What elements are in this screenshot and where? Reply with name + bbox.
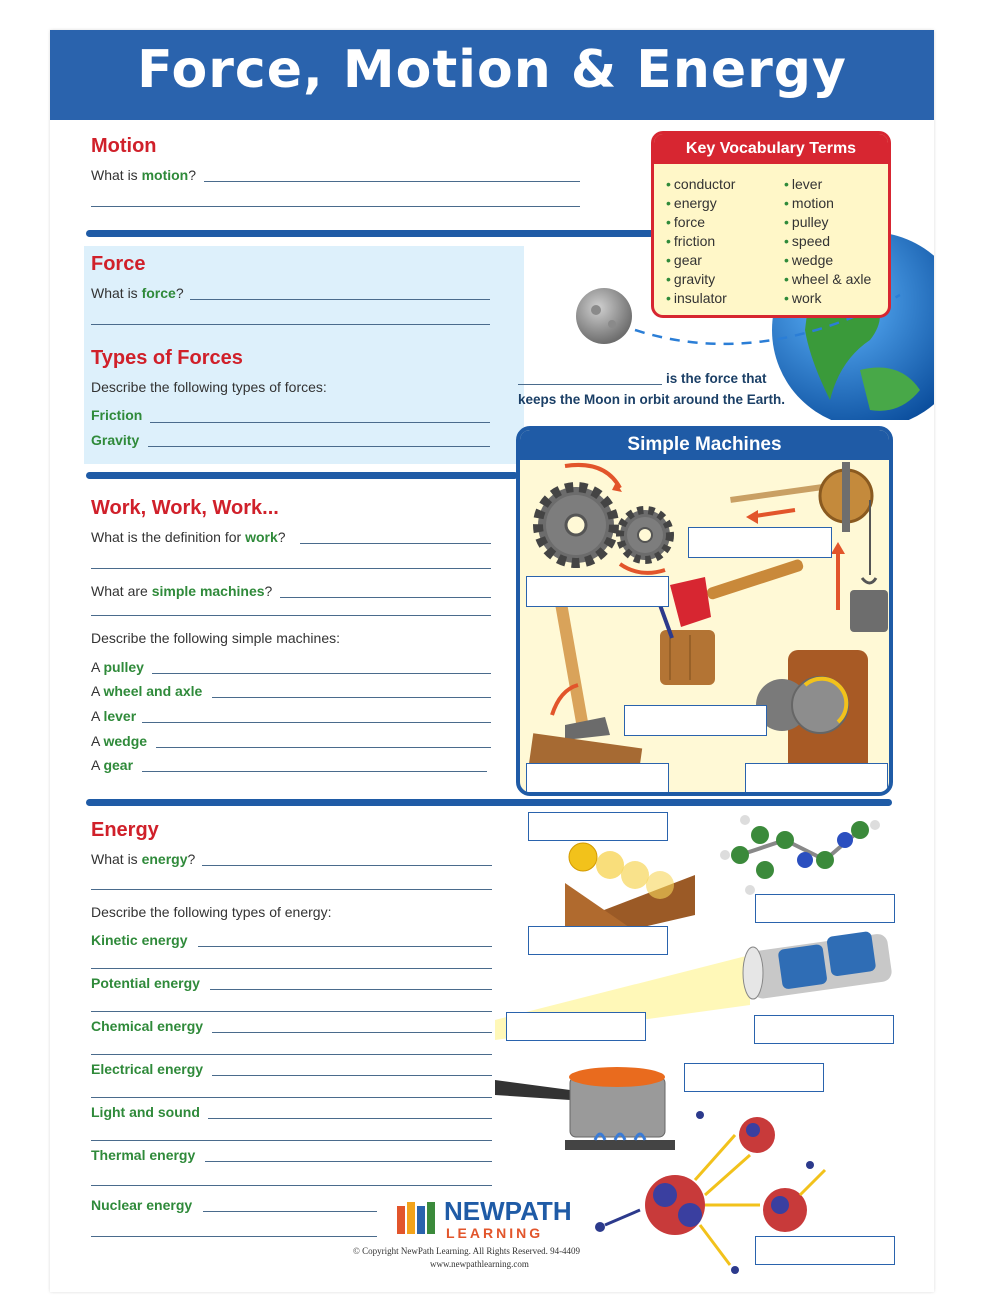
label-box-energy-4[interactable] — [506, 1012, 646, 1041]
lever-answer-line[interactable] — [142, 722, 491, 723]
simple-machines-panel — [516, 426, 893, 796]
chemical-answer-line-2[interactable] — [91, 1054, 492, 1055]
key-vocabulary-box — [651, 131, 891, 318]
gear-answer-line[interactable] — [142, 771, 487, 772]
force-heading: Force — [91, 253, 146, 275]
vocab-heading: Key Vocabulary Terms — [654, 134, 888, 164]
lever-label: A lever — [91, 708, 137, 724]
kinetic-energy-label: Kinetic energy — [91, 932, 188, 948]
nuclear-answer-line-1[interactable] — [203, 1211, 377, 1212]
force-question: What is force? — [91, 285, 184, 301]
moon-icon — [576, 288, 632, 344]
label-box-wheel-and-axle[interactable] — [745, 763, 888, 794]
light-and-sound-label: Light and sound — [91, 1104, 200, 1120]
motion-answer-line-1[interactable] — [204, 181, 580, 182]
wedge-label: A wedge — [91, 733, 148, 749]
thermal-energy-label: Thermal energy — [91, 1147, 196, 1163]
nuclear-energy-label: Nuclear energy — [91, 1197, 193, 1213]
nuclear-answer-line-2[interactable] — [91, 1236, 377, 1237]
electrical-answer-line-2[interactable] — [91, 1097, 492, 1098]
gear-label: A gear — [91, 757, 134, 773]
energy-answer-line-2[interactable] — [91, 889, 492, 890]
vocab-term: • motion — [784, 195, 834, 211]
work-heading: Work, Work, Work... — [91, 497, 279, 519]
light-answer-line-1[interactable] — [208, 1118, 492, 1119]
force-answer-line-1[interactable] — [190, 299, 490, 300]
section-divider-2 — [86, 472, 518, 479]
vocab-term: • gear — [666, 252, 702, 268]
chemical-answer-line-1[interactable] — [212, 1032, 492, 1033]
orbit-answer-line[interactable] — [518, 384, 662, 385]
label-box-energy-1[interactable] — [528, 812, 668, 841]
gravity-answer-line[interactable] — [148, 446, 490, 447]
orbit-text-line1: is the force that — [666, 371, 767, 386]
wheel-and-axle-icon — [756, 650, 868, 780]
vocab-term: • conductor — [666, 176, 735, 192]
simple-machines-answer-line-1[interactable] — [280, 597, 491, 598]
wedge-icon — [660, 558, 804, 685]
vocab-term: • work — [784, 290, 821, 306]
label-box-gear[interactable] — [526, 576, 669, 607]
gear-icon — [538, 487, 670, 563]
label-box-lever[interactable] — [526, 763, 669, 794]
orbit-text-line2: keeps the Moon in orbit around the Earth. — [518, 392, 786, 407]
electrical-energy-label: Electrical energy — [91, 1061, 204, 1077]
friction-label: Friction — [91, 407, 143, 423]
wheel-and-axle-answer-line[interactable] — [212, 697, 491, 698]
thermal-answer-line-2[interactable] — [91, 1185, 492, 1186]
label-box-energy-5[interactable] — [754, 1015, 894, 1044]
simple-machines-illustration — [520, 460, 889, 792]
vocab-term: • insulator — [666, 290, 727, 306]
energy-heading: Energy — [91, 819, 159, 841]
motion-heading: Motion — [91, 135, 157, 157]
label-box-wedge[interactable] — [624, 705, 767, 736]
newpath-logo-icon — [395, 1198, 437, 1236]
label-box-pulley[interactable] — [688, 527, 832, 558]
potential-energy-label: Potential energy — [91, 975, 200, 991]
label-box-energy-6[interactable] — [684, 1063, 824, 1092]
energy-instruction: Describe the following types of energy: — [91, 904, 332, 920]
page-title: Force, Motion & Energy — [137, 40, 847, 100]
pulley-answer-line[interactable] — [152, 673, 491, 674]
logo-sub: LEARNING — [446, 1225, 544, 1241]
electrical-answer-line-1[interactable] — [212, 1075, 492, 1076]
pot-burner-icon — [495, 1067, 675, 1150]
vocab-term: • speed — [784, 233, 830, 249]
chemical-energy-label: Chemical energy — [91, 1018, 204, 1034]
vocab-term: • friction — [666, 233, 715, 249]
vocab-term: • lever — [784, 176, 822, 192]
lever-icon — [528, 585, 642, 788]
vocab-term: • gravity — [666, 271, 715, 287]
vocab-term: • energy — [666, 195, 717, 211]
thermal-answer-line-1[interactable] — [205, 1161, 492, 1162]
vocab-term: • pulley — [784, 214, 829, 230]
simple-machines-instruction: Describe the following simple machines: — [91, 630, 340, 646]
wedge-answer-line[interactable] — [156, 747, 491, 748]
light-answer-line-2[interactable] — [91, 1140, 492, 1141]
work-answer-line-1[interactable] — [300, 543, 491, 544]
motion-answer-line-2[interactable] — [91, 206, 580, 207]
work-question-2: What are simple machines? — [91, 583, 273, 599]
potential-answer-line-1[interactable] — [210, 989, 492, 990]
potential-answer-line-2[interactable] — [91, 1011, 492, 1012]
work-answer-line-2[interactable] — [91, 568, 491, 569]
friction-answer-line[interactable] — [150, 422, 490, 423]
force-answer-line-2[interactable] — [91, 324, 490, 325]
footer-url: www.newpathlearning.com — [430, 1259, 529, 1269]
label-box-energy-2[interactable] — [755, 894, 895, 923]
types-of-forces-instruction: Describe the following types of forces: — [91, 379, 327, 395]
copyright-text: © Copyright NewPath Learning. All Rights Reserved. 94-4409 — [353, 1246, 581, 1256]
vocab-term: • force — [666, 214, 705, 230]
simple-machines-answer-line-2[interactable] — [91, 615, 491, 616]
molecule-icon — [720, 815, 880, 895]
types-of-forces-heading: Types of Forces — [91, 347, 243, 369]
motion-question: What is motion? — [91, 167, 197, 183]
vocab-term: • wedge — [784, 252, 833, 268]
logo-name: NEWPATH — [444, 1196, 572, 1226]
kinetic-answer-line-1[interactable] — [198, 946, 492, 947]
label-box-energy-3[interactable] — [528, 926, 668, 955]
gravity-label: Gravity — [91, 432, 140, 448]
vocab-term: • wheel & axle — [784, 271, 871, 287]
energy-question: What is energy? — [91, 851, 196, 867]
energy-answer-line-1[interactable] — [202, 865, 492, 866]
kinetic-answer-line-2[interactable] — [91, 968, 492, 969]
label-box-energy-7[interactable] — [755, 1236, 895, 1265]
wheel-and-axle-label: A wheel and axle — [91, 683, 203, 699]
pulley-label: A pulley — [91, 659, 144, 675]
simple-machines-heading: Simple Machines — [520, 430, 889, 460]
work-question-1: What is the definition for work? — [91, 529, 286, 545]
